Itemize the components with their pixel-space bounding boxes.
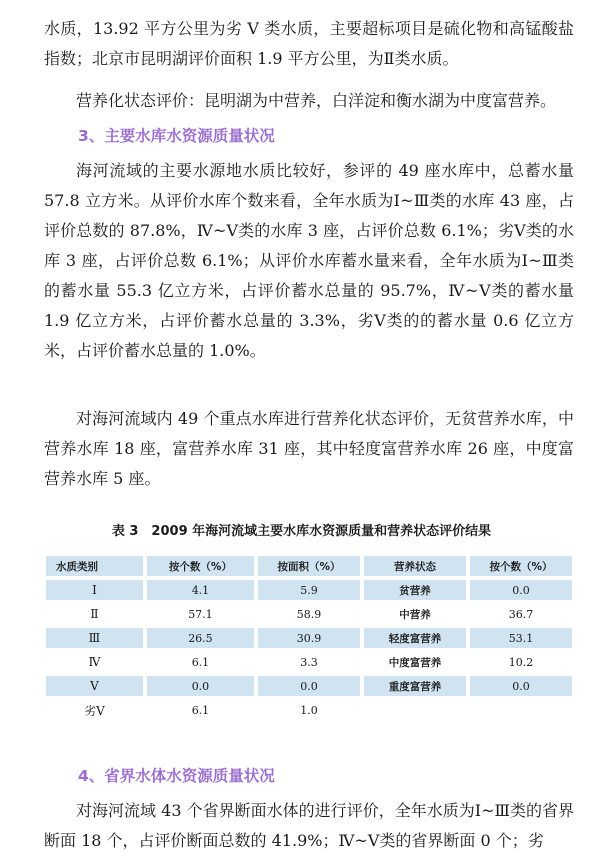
cell-status-count (470, 700, 572, 720)
table-row (46, 700, 572, 720)
paragraph-lake-quality: 水质，13.92 平方公里为劣 V 类水质，主要超标项目是硫化物和高锰酸盐指数；北京市昆明湖评价面积 1.9 平方公里，为Ⅱ类水质。 (44, 19, 574, 68)
header-water-class: 水质类别 (46, 556, 143, 576)
cell-class: Ⅳ (88, 655, 101, 669)
header-area-pct: 按面积（%） (258, 556, 360, 576)
cell-status-count: 10.2 (508, 655, 534, 669)
cell-status-count: 0.0 (470, 580, 572, 600)
table-row (46, 604, 572, 624)
cell-count: 57.1 (188, 607, 213, 621)
paragraph-reservoir-quality: 海河流域的主要水源地水质比较好，参评的 49 座水库中，总蓄水量 57.8 立方米。从评价水库个数来看，全年水质为Ⅰ~Ⅲ类的水库 43 座，占评价总数的 87.8%，Ⅳ~Ⅴ类的水库 3 座，占评价总数 6.1%；劣Ⅴ类的水库 3 座，占评价总数 6.1%；从评价水库蓄水量来看，全年水质为Ⅰ~Ⅲ类的蓄水量 55.3 亿立方米，占评价蓄水总量的 95.7%，Ⅳ~Ⅴ类的蓄水量 1.9 亿立方米，占评价蓄水总量的 3.3%，劣Ⅴ类的的蓄水量 0.6 亿立方米，占评价蓄水总量的 1.0%。 (44, 161, 574, 360)
table-row (46, 628, 572, 648)
cell-area: 1.0 (300, 703, 318, 717)
cell-area: 3.3 (300, 655, 318, 669)
paragraph-lake-nutrition: 营养化状态评价：昆明湖为中营养，白洋淀和衡水湖为中度富营养。 (76, 91, 557, 110)
cell-area: 0.0 (258, 676, 360, 696)
cell-class: Ⅴ (46, 676, 143, 696)
table-row (46, 580, 572, 600)
header-nutrition-status: 营养状态 (364, 556, 466, 576)
cell-count: 0.0 (147, 676, 254, 696)
cell-status: 中营养 (399, 608, 431, 621)
cell-status: 中度富营养 (388, 656, 442, 669)
cell-class: Ⅱ (90, 607, 99, 621)
cell-area: 5.9 (258, 580, 360, 600)
section-heading-reservoirs: 3、主要水库水资源质量状况 (78, 127, 275, 145)
table-header-row (46, 556, 572, 576)
cell-area: 58.9 (296, 607, 322, 621)
cell-class: 劣Ⅴ (84, 703, 105, 718)
table-row (46, 652, 572, 672)
cell-area: 30.9 (258, 628, 360, 648)
paragraph-reservoir-nutrition: 对海河流域内 49 个重点水库进行营养化状态评价，无贫营养水库，中营养水库 18 座，富营养水库 31 座，其中轻度富营养水库 26 座，中度富营养水库 5 座。 (44, 409, 574, 488)
cell-status-count: 36.7 (508, 607, 534, 621)
table-caption: 表 3 2009 年海河流域主要水库水资源质量和营养状态评价结果 (111, 524, 492, 539)
cell-count: 6.1 (191, 703, 210, 717)
cell-count: 4.1 (147, 580, 254, 600)
cell-status: 轻度富营养 (364, 628, 466, 648)
cell-count: 6.1 (191, 655, 210, 669)
cell-status-count: 0.0 (470, 676, 572, 696)
header-nutrition-count-pct: 按个数（%） (470, 556, 572, 576)
cell-status: 重度富营养 (364, 676, 466, 696)
table-row (46, 676, 572, 696)
reservoir-quality-table (42, 552, 576, 724)
cell-count: 26.5 (147, 628, 254, 648)
cell-status-count: 53.1 (470, 628, 572, 648)
header-count-pct: 按个数（%） (147, 556, 254, 576)
cell-class: Ⅲ (46, 628, 143, 648)
cell-class: Ⅰ (46, 580, 143, 600)
cell-status: 贫营养 (364, 580, 466, 600)
section-heading-provincial-boundary: 4、省界水体水资源质量状况 (78, 767, 275, 785)
paragraph-provincial-boundary: 对海河流域 43 个省界断面水体的进行评价，全年水质为Ⅰ~Ⅲ类的省界断面 18 个，占评价断面总数的 41.9%；Ⅳ~Ⅴ类的省界断面 0 个；劣 (44, 801, 574, 850)
cell-status (364, 700, 466, 720)
